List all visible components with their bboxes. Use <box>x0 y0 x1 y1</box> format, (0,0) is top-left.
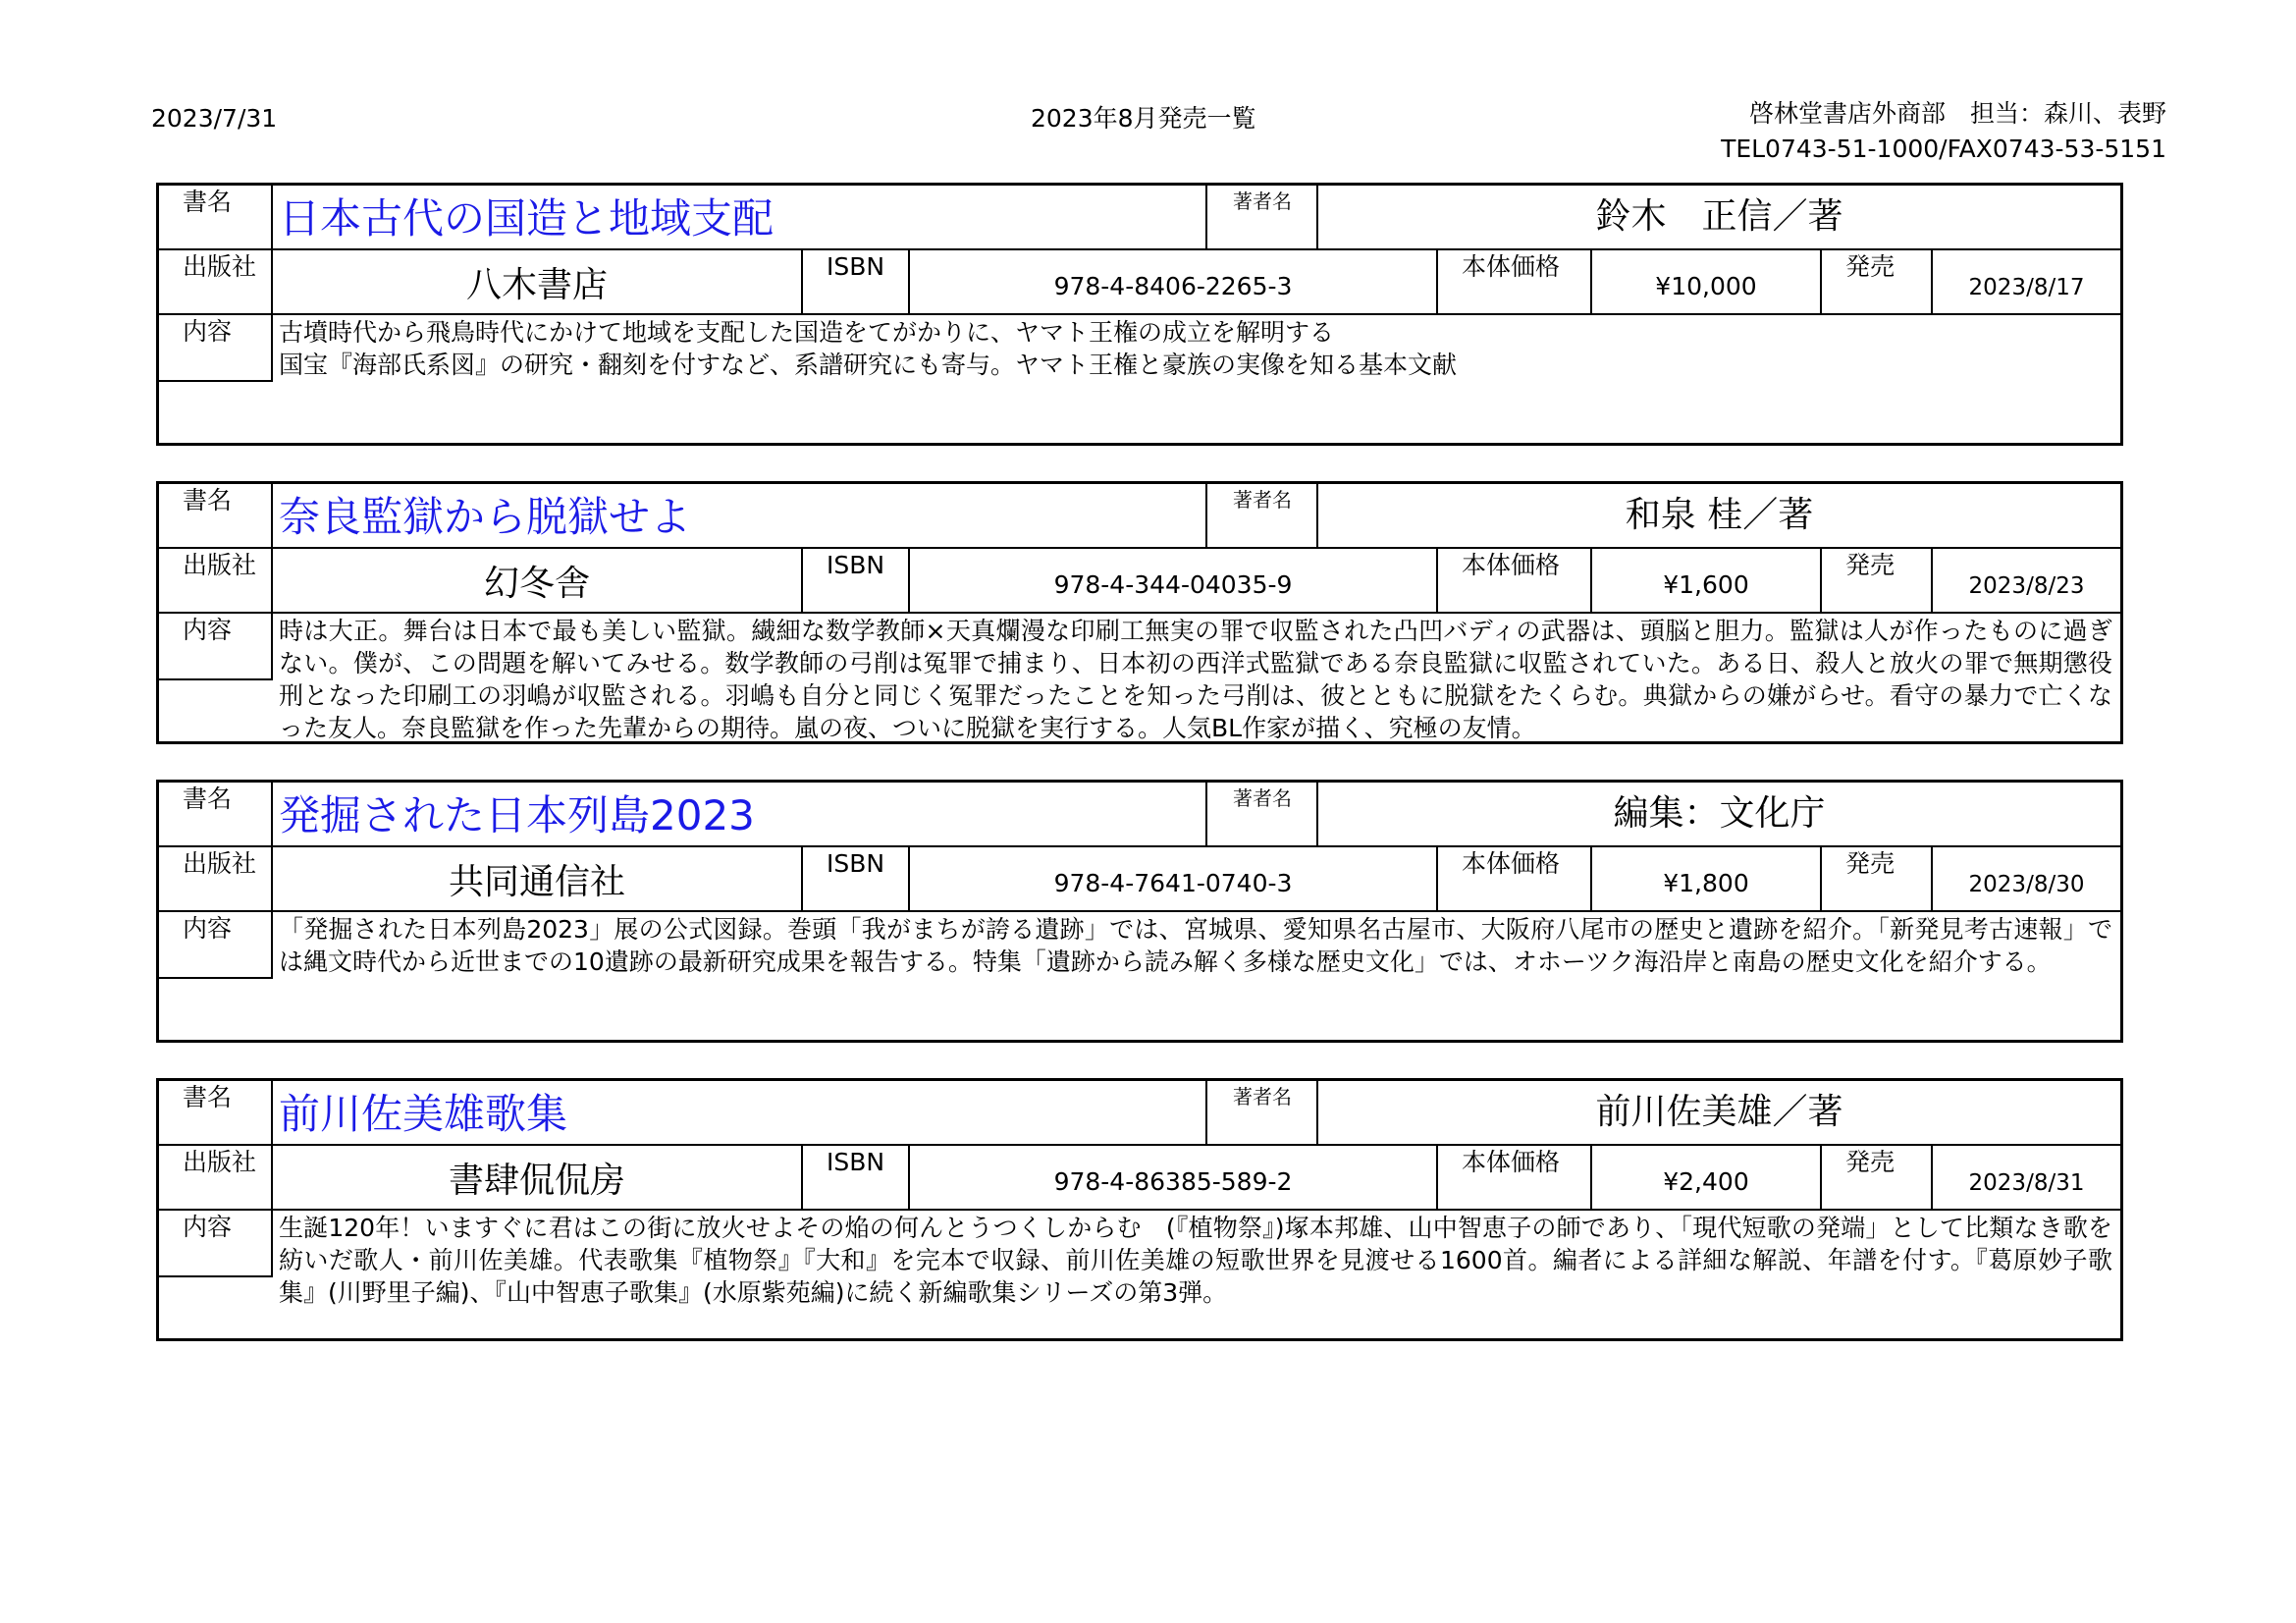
release-label: 発売 <box>1820 847 1933 912</box>
price-label: 本体価格 <box>1436 1146 1592 1211</box>
title-label: 書名 <box>159 186 273 250</box>
book-price: ¥10,000 <box>1592 250 1820 315</box>
book-isbn: 978-4-86385-589-2 <box>910 1146 1436 1211</box>
book-author: 鈴木 正信／著 <box>1318 186 2120 250</box>
isbn-label: ISBN <box>801 847 910 912</box>
isbn-label: ISBN <box>801 1146 910 1211</box>
price-label: 本体価格 <box>1436 847 1592 912</box>
publisher-label: 出版社 <box>159 1146 273 1211</box>
book-content: 古墳時代から飛鳥時代にかけて地域を支配した国造をてがかりに、ヤマト王権の成立を解明する 国宝『海部氏系図』の研究・翻刻を付すなど、系譜研究にも寄与。ヤマト王権と豪族の実像を知る基本文献 <box>279 318 1458 379</box>
book-author: 和泉 桂／著 <box>1318 484 2120 549</box>
content-label: 内容 <box>159 614 273 680</box>
title-cell <box>273 484 1205 549</box>
book-entry <box>156 780 2123 1043</box>
book-price: ¥1,600 <box>1592 549 1820 614</box>
book-content: 「発掘された日本列島2023」展の公式図録。巻頭「我がまちが誇る遺跡」では、宮城県、愛知県名古屋市、大阪府八尾市の歴史と遺跡を紹介。「新発見考古速報」では縄文時代から近世までの10遺跡の最新研究成果を報告する。特集「遺跡から読み解く多様な歴史文化」では、オホーツク海沿岸と南島の歴史文化を紹介する。 <box>279 915 2112 976</box>
store-phone-fax: TEL0743-51-1000/FAX0743-53-5151 <box>1721 135 2166 163</box>
price-label: 本体価格 <box>1436 549 1592 614</box>
book-price: ¥2,400 <box>1592 1146 1820 1211</box>
book-release-date: 2023/8/30 <box>1933 847 2120 912</box>
book-price: ¥1,800 <box>1592 847 1820 912</box>
book-author: 編集：文化庁 <box>1318 783 2120 847</box>
store-contact-name: 啓林堂書店外商部 担当：森川、表野 <box>1748 99 2166 128</box>
book-content: 時は大正。舞台は日本で最も美しい監獄。繊細な数学教師×天真爛漫な印刷工無実の罪で収監された凸凹バディの武器は、頭脳と胆力。監獄は人が作ったものに過ぎない。僕が、この問題を解いてみせる。数学教師の弓削は冤罪で捕まり、日本初の西洋式監獄である奈良監獄に収監されていた。ある日、殺人と放火の罪で無期懲役刑となった印刷工の羽嶋が収監される。羽嶋も自分と同じく冤罪だったことを知った弓削は、彼とともに脱獄をたくらむ。典獄からの嫌がらせ。看守の暴力で亡くなった友人。奈良監獄を作った先輩からの期待。嵐の夜、ついに脱獄を実行する。人気BL作家が描く、究極の友情。 <box>279 617 2112 741</box>
title-label: 書名 <box>159 1081 273 1146</box>
author-label: 著者名 <box>1205 1081 1318 1146</box>
book-release-date: 2023/8/17 <box>1933 250 2120 315</box>
content-label: 内容 <box>159 1211 273 1277</box>
content-label: 内容 <box>159 315 273 382</box>
print-date: 2023/7/31 <box>151 104 278 133</box>
book-title: 発掘された日本列島2023 <box>279 791 755 839</box>
author-label: 著者名 <box>1205 186 1318 250</box>
book-isbn: 978-4-344-04035-9 <box>910 549 1436 614</box>
page-title: 2023年8月発売一覧 <box>1031 104 1256 133</box>
release-label: 発売 <box>1820 250 1933 315</box>
title-cell <box>273 1081 1205 1146</box>
title-cell <box>273 783 1205 847</box>
title-cell <box>273 186 1205 250</box>
title-label: 書名 <box>159 783 273 847</box>
release-label: 発売 <box>1820 549 1933 614</box>
isbn-label: ISBN <box>801 549 910 614</box>
publisher-label: 出版社 <box>159 549 273 614</box>
book-isbn: 978-4-7641-0740-3 <box>910 847 1436 912</box>
book-publisher: 八木書店 <box>273 250 801 315</box>
book-release-date: 2023/8/31 <box>1933 1146 2120 1211</box>
release-label: 発売 <box>1820 1146 1933 1211</box>
content-label: 内容 <box>159 912 273 979</box>
book-entry <box>156 1078 2123 1341</box>
book-release-date: 2023/8/23 <box>1933 549 2120 614</box>
publisher-label: 出版社 <box>159 250 273 315</box>
book-title: 日本古代の国造と地域支配 <box>279 194 774 243</box>
publisher-label: 出版社 <box>159 847 273 912</box>
price-label: 本体価格 <box>1436 250 1592 315</box>
book-author: 前川佐美雄／著 <box>1318 1081 2120 1146</box>
author-label: 著者名 <box>1205 484 1318 549</box>
book-title: 前川佐美雄歌集 <box>279 1090 568 1138</box>
book-publisher: 書肆侃侃房 <box>273 1146 801 1211</box>
title-label: 書名 <box>159 484 273 549</box>
book-content: 生誕120年！いますぐに君はこの街に放火せよその焔の何んとうつくしからむ (『植物祭』)塚本邦雄、山中智恵子の師であり、「現代短歌の発端」として比類なき歌を紡いだ歌人・前川佐美雄。代表歌集『植物祭』『大和』を完本で収録、前川佐美雄の短歌世界を見渡せる1600首。編者による詳細な解説、年譜を付す。『葛原妙子歌集』(川野里子編)、『山中智恵子歌集』(水原紫苑編)に続く新編歌集シリーズの第3弾。 <box>279 1214 2112 1307</box>
book-entry <box>156 481 2123 744</box>
isbn-label: ISBN <box>801 250 910 315</box>
book-publisher: 幻冬舎 <box>273 549 801 614</box>
book-title: 奈良監獄から脱獄せよ <box>279 493 692 541</box>
book-publisher: 共同通信社 <box>273 847 801 912</box>
book-isbn: 978-4-8406-2265-3 <box>910 250 1436 315</box>
book-entry <box>156 183 2123 446</box>
author-label: 著者名 <box>1205 783 1318 847</box>
